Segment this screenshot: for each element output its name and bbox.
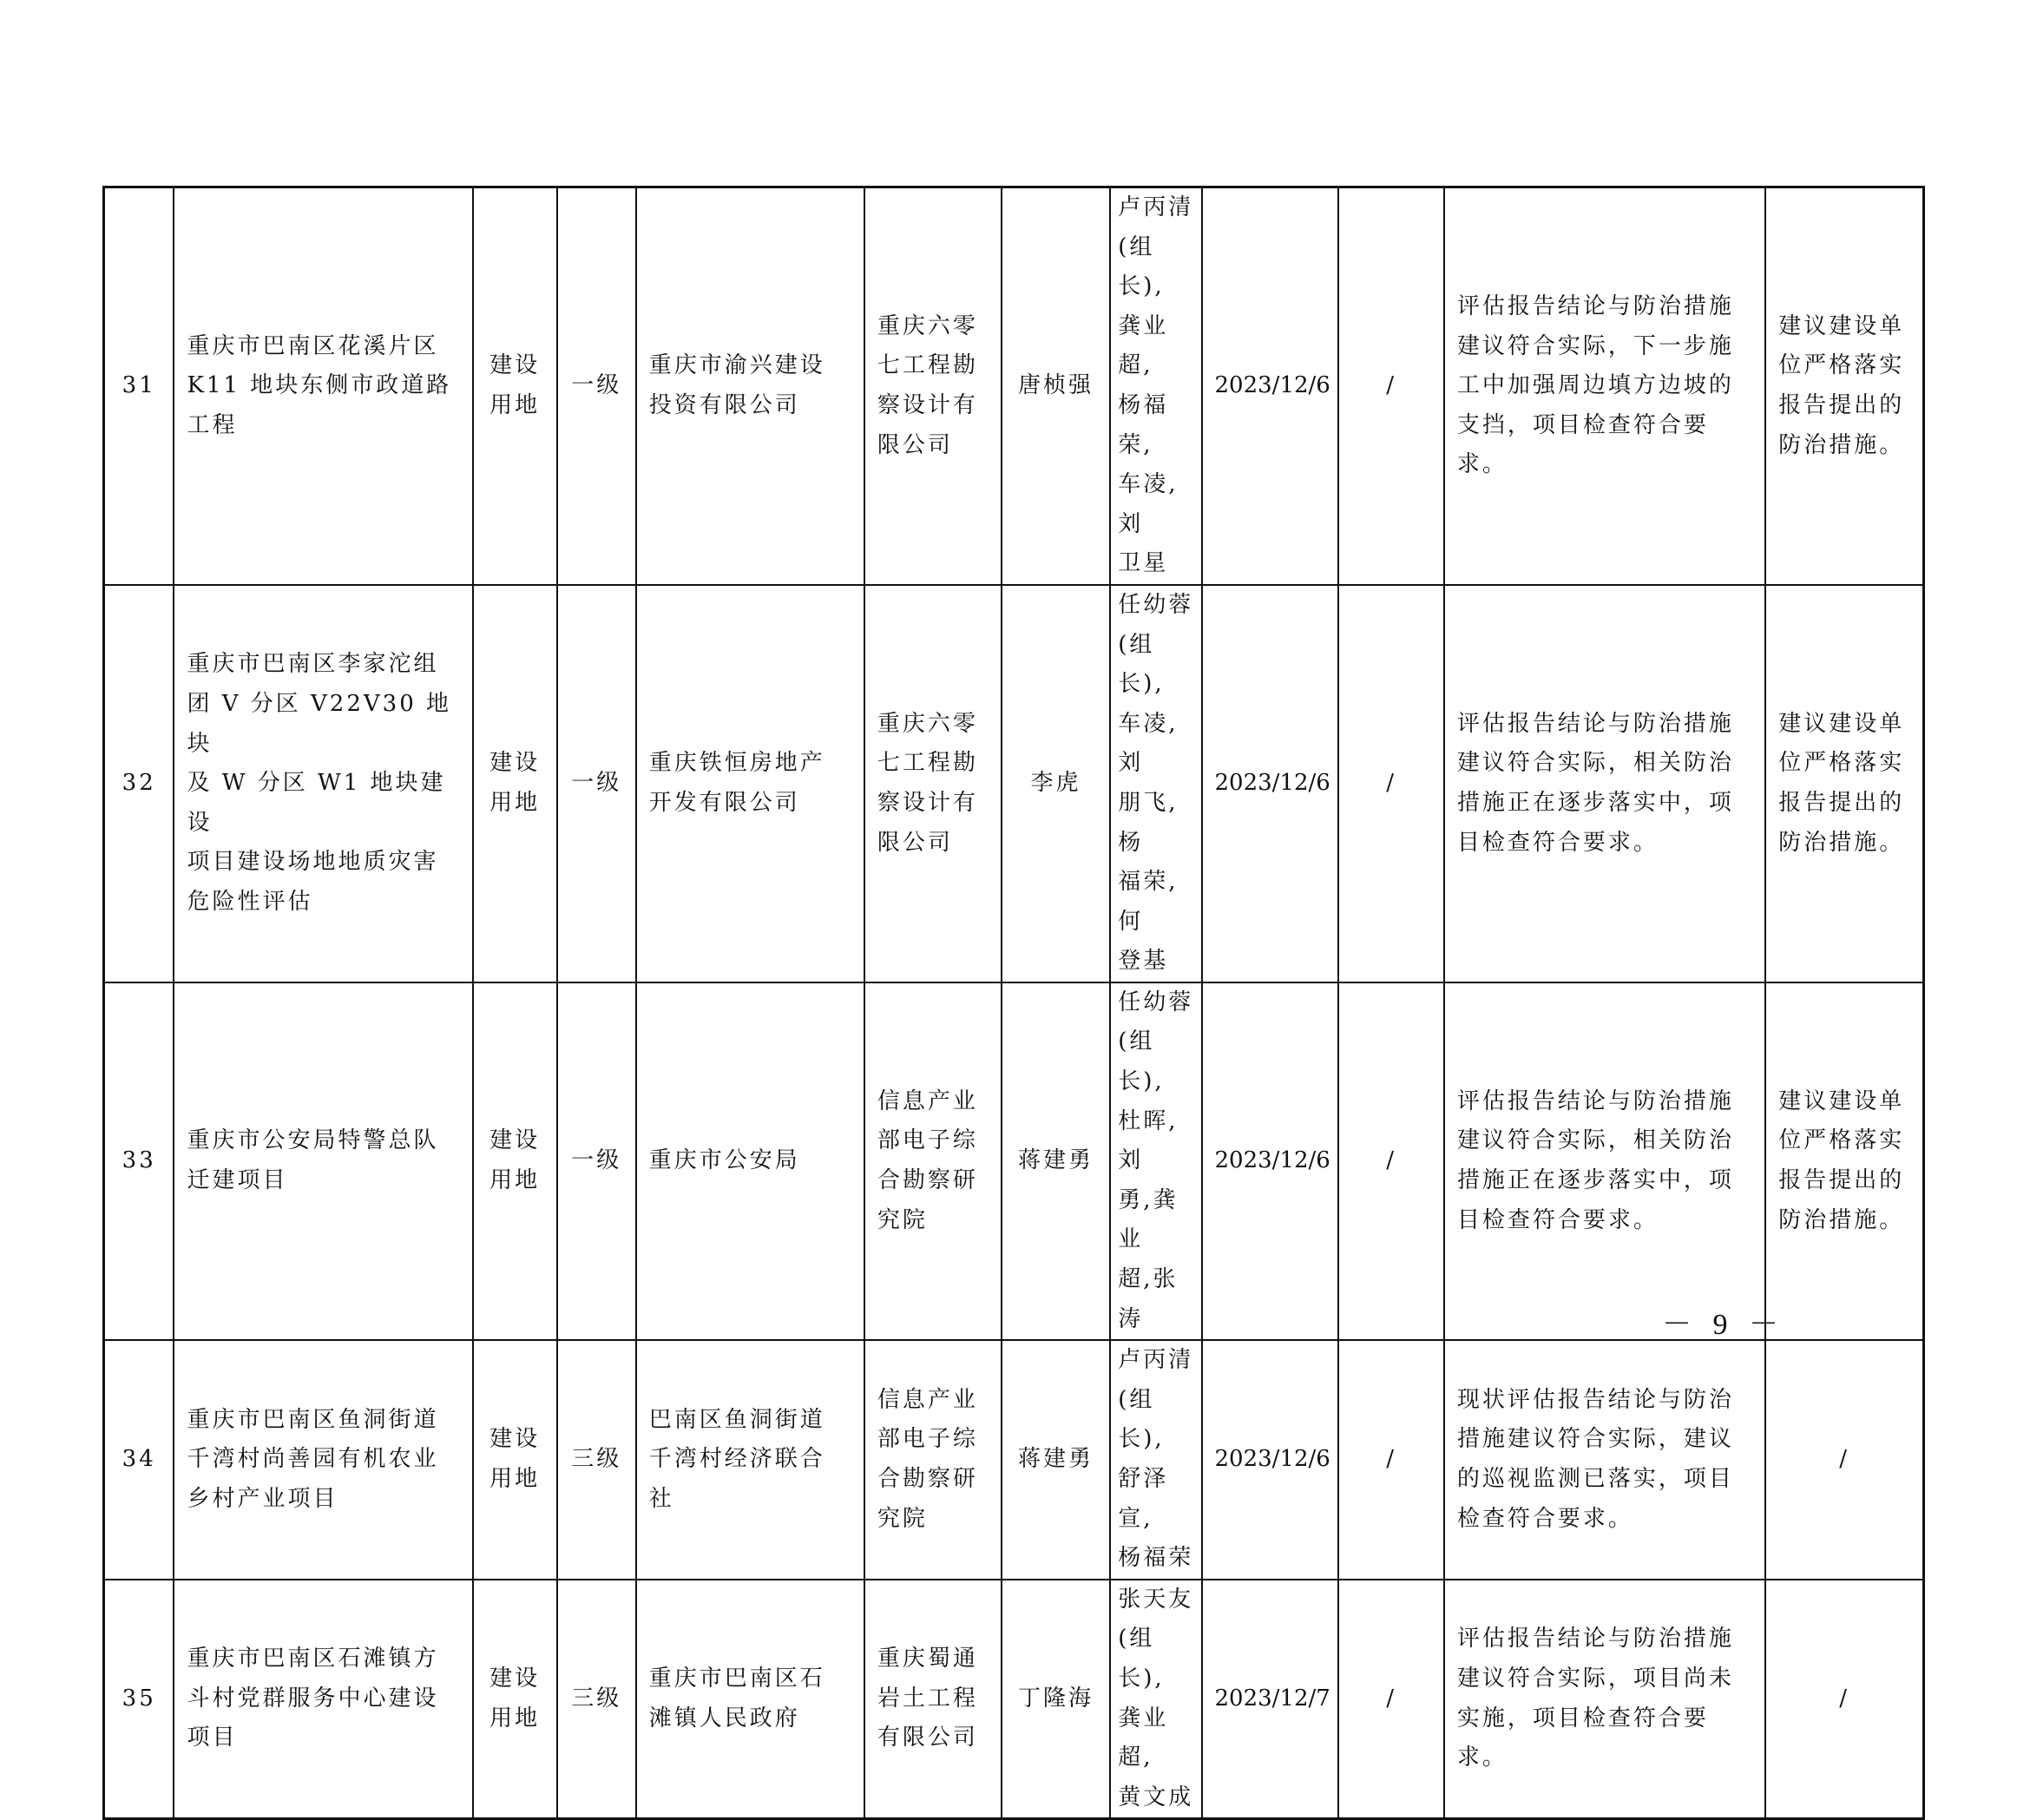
- contact-person-text: 丁隆海: [1018, 1685, 1094, 1712]
- row-number-text: 34: [122, 1446, 156, 1473]
- inspection-conclusion-text: 评估报告结论与防治措施 建议符合实际，相关防治 措施正在逐步落实中，项 目检查符合要求。: [1456, 1087, 1734, 1233]
- land-type: [473, 1580, 557, 1819]
- slash-mark-text: /: [1386, 1685, 1396, 1712]
- expert-group-text: 任幼蓉 (组长), 杜晖,刘 勇,龚业 超,张涛: [1118, 989, 1194, 1332]
- contact-person-text: 李虎: [1030, 770, 1081, 797]
- assessment-level-text: 一级: [571, 372, 622, 399]
- suggestion-text: 建议建设单 位严格落实 报告提出的 防治措施。: [1778, 1087, 1905, 1233]
- suggestion: [1765, 1580, 1923, 1819]
- construction-unit-text: 巴南区鱼洞街道 千湾村经济联合 社: [648, 1406, 825, 1512]
- project-name-text: 重庆市巴南区李家沱组 团 V 分区 V22V30 地块 及 W 分区 W1 地块建设 项目建设场地地质灾害 危险性评估: [187, 651, 452, 915]
- contact-person-text: 蒋建勇: [1018, 1147, 1094, 1174]
- row-number: [104, 1580, 174, 1819]
- row-number: [104, 1340, 174, 1580]
- land-type: [473, 1340, 557, 1580]
- assessment-level: [557, 187, 636, 585]
- row-number-text: 33: [122, 1147, 156, 1174]
- project-name-text: 重庆市巴南区鱼洞街道 千湾村尚善园有机农业 乡村产业项目: [187, 1406, 439, 1512]
- expert-group-text: 卢丙清 (组长), 龚业超, 杨福荣, 车凌,刘 卫星: [1118, 194, 1194, 577]
- suggestion: [1765, 1340, 1923, 1580]
- assessment-level: [557, 585, 636, 982]
- row-number: [104, 982, 174, 1340]
- inspection-date-text: 2023/12/6: [1214, 372, 1330, 399]
- inspection-conclusion: [1444, 982, 1765, 1340]
- inspection-date-text: 2023/12/7: [1214, 1685, 1330, 1712]
- contact-person: [1002, 1340, 1110, 1580]
- contact-person: [1002, 585, 1110, 982]
- slash-mark: [1338, 1340, 1443, 1580]
- construction-unit: [636, 187, 864, 585]
- suggestion: [1765, 585, 1923, 982]
- suggestion-text: 建议建设单 位严格落实 报告提出的 防治措施。: [1778, 710, 1905, 856]
- suggestion: [1765, 982, 1923, 1340]
- land-type-text: 建设 用地: [489, 352, 541, 418]
- land-type-text: 建设 用地: [489, 1127, 541, 1194]
- assessment-unit-text: 重庆六零 七工程勘 察设计有 限公司: [877, 710, 978, 856]
- expert-group: [1110, 1340, 1201, 1580]
- inspection-date: [1202, 982, 1339, 1340]
- project-name-text: 重庆市公安局特警总队 迁建项目: [187, 1127, 439, 1194]
- land-type: [473, 187, 557, 585]
- slash-mark-text: /: [1386, 1147, 1396, 1174]
- land-type: [473, 585, 557, 982]
- suggestion-text: /: [1839, 1446, 1849, 1473]
- project-name-text: 重庆市巴南区石滩镇方 斗村党群服务中心建设 项目: [187, 1646, 439, 1751]
- contact-person: [1002, 187, 1110, 585]
- inspection-conclusion: [1444, 187, 1765, 585]
- contact-person-text: 唐桢强: [1018, 372, 1094, 399]
- inspection-conclusion-text: 评估报告结论与防治措施 建议符合实际，项目尚未 实施，项目检查符合要求。: [1456, 1626, 1734, 1771]
- construction-unit-text: 重庆铁恒房地产 开发有限公司: [648, 750, 825, 816]
- inspection-conclusion-text: 评估报告结论与防治措施 建议符合实际，相关防治 措施正在逐步落实中，项 目检查符合要求。: [1456, 710, 1734, 856]
- project-name: [174, 585, 472, 982]
- suggestion-text: 建议建设单 位严格落实 报告提出的 防治措施。: [1778, 312, 1905, 458]
- row-number-text: 32: [122, 770, 156, 797]
- project-name-text: 重庆市巴南区花溪片区 K11 地块东侧市政道路 工程: [187, 332, 452, 438]
- expert-group: [1110, 1580, 1201, 1819]
- construction-unit: [636, 1580, 864, 1819]
- expert-group: [1110, 982, 1201, 1340]
- construction-unit-text: 重庆市巴南区石 滩镇人民政府: [648, 1665, 825, 1731]
- inspection-date-text: 2023/12/6: [1214, 770, 1330, 797]
- assessment-level: [557, 1340, 636, 1580]
- land-type-text: 建设 用地: [489, 750, 541, 816]
- project-name: [174, 187, 472, 585]
- contact-person: [1002, 1580, 1110, 1819]
- slash-mark: [1338, 187, 1443, 585]
- contact-person-text: 蒋建勇: [1018, 1446, 1094, 1473]
- inspection-date-text: 2023/12/6: [1214, 1147, 1330, 1174]
- slash-mark-text: /: [1386, 1446, 1396, 1473]
- row-number: [104, 585, 174, 982]
- inspection-conclusion: [1444, 1340, 1765, 1580]
- expert-group: [1110, 187, 1201, 585]
- project-name: [174, 1580, 472, 1819]
- expert-group-text: 张天友 (组长), 龚业超, 黄文成: [1118, 1586, 1194, 1810]
- expert-group-text: 卢丙清 (组长), 舒泽宣, 杨福荣: [1118, 1347, 1194, 1572]
- table-row: [104, 982, 1924, 1340]
- project-name: [174, 1340, 472, 1580]
- assessment-unit: [864, 1580, 1002, 1819]
- land-type-text: 建设 用地: [489, 1426, 541, 1492]
- inspection-conclusion-text: 现状评估报告结论与防治 措施建议符合实际，建议 的巡视监测已落实，项目 检查符合要求。: [1456, 1386, 1734, 1532]
- page-number: － 9 －: [1662, 1309, 1785, 1341]
- assessment-unit: [864, 1340, 1002, 1580]
- land-type-text: 建设 用地: [489, 1665, 541, 1731]
- row-number-text: 35: [122, 1685, 156, 1712]
- assessment-level-text: 一级: [571, 1147, 622, 1174]
- land-type: [473, 982, 557, 1340]
- assessment-level-text: 一级: [571, 770, 622, 797]
- table-row: [104, 1580, 1924, 1819]
- construction-unit: [636, 982, 864, 1340]
- slash-mark: [1338, 982, 1443, 1340]
- suggestion: [1765, 187, 1923, 585]
- table-row: [104, 1340, 1924, 1580]
- slash-mark-text: /: [1386, 372, 1396, 399]
- construction-unit-text: 重庆市渝兴建设 投资有限公司: [648, 352, 825, 418]
- inspection-date: [1202, 1580, 1339, 1819]
- construction-unit: [636, 1340, 864, 1580]
- slash-mark-text: /: [1386, 770, 1396, 797]
- assessment-unit-text: 重庆六零 七工程勘 察设计有 限公司: [877, 312, 978, 458]
- slash-mark: [1338, 585, 1443, 982]
- assessment-level-text: 三级: [571, 1685, 622, 1712]
- inspection-conclusion: [1444, 1580, 1765, 1819]
- construction-unit: [636, 585, 864, 982]
- inspection-date: [1202, 585, 1339, 982]
- inspection-conclusion: [1444, 585, 1765, 982]
- table-row: [104, 187, 1924, 585]
- contact-person: [1002, 982, 1110, 1340]
- assessment-unit-text: 信息产业 部电子综 合勘察研 究院: [877, 1087, 978, 1233]
- assessment-level: [557, 1580, 636, 1819]
- table-body: [104, 187, 1924, 1819]
- row-number: [104, 187, 174, 585]
- row-number-text: 31: [122, 372, 156, 399]
- expert-group: [1110, 585, 1201, 982]
- inspection-results-table: [102, 186, 1925, 1820]
- construction-unit-text: 重庆市公安局: [648, 1147, 800, 1174]
- assessment-unit: [864, 982, 1002, 1340]
- inspection-date: [1202, 1340, 1339, 1580]
- assessment-unit-text: 重庆蜀通 岩土工程 有限公司: [877, 1646, 978, 1751]
- suggestion-text: /: [1839, 1685, 1849, 1712]
- slash-mark: [1338, 1580, 1443, 1819]
- expert-group-text: 任幼蓉 (组长), 车凌,刘 朋飞,杨 福荣,何 登基: [1118, 591, 1194, 975]
- assessment-unit: [864, 187, 1002, 585]
- project-name: [174, 982, 472, 1340]
- assessment-level-text: 三级: [571, 1446, 622, 1473]
- inspection-conclusion-text: 评估报告结论与防治措施 建议符合实际，下一步施 工中加强周边填方边坡的 支挡，项目检查符合要求。: [1456, 292, 1734, 478]
- assessment-unit-text: 信息产业 部电子综 合勘察研 究院: [877, 1386, 978, 1532]
- inspection-date-text: 2023/12/6: [1214, 1446, 1330, 1473]
- assessment-level: [557, 982, 636, 1340]
- assessment-unit: [864, 585, 1002, 982]
- table-row: [104, 585, 1924, 982]
- inspection-date: [1202, 187, 1339, 585]
